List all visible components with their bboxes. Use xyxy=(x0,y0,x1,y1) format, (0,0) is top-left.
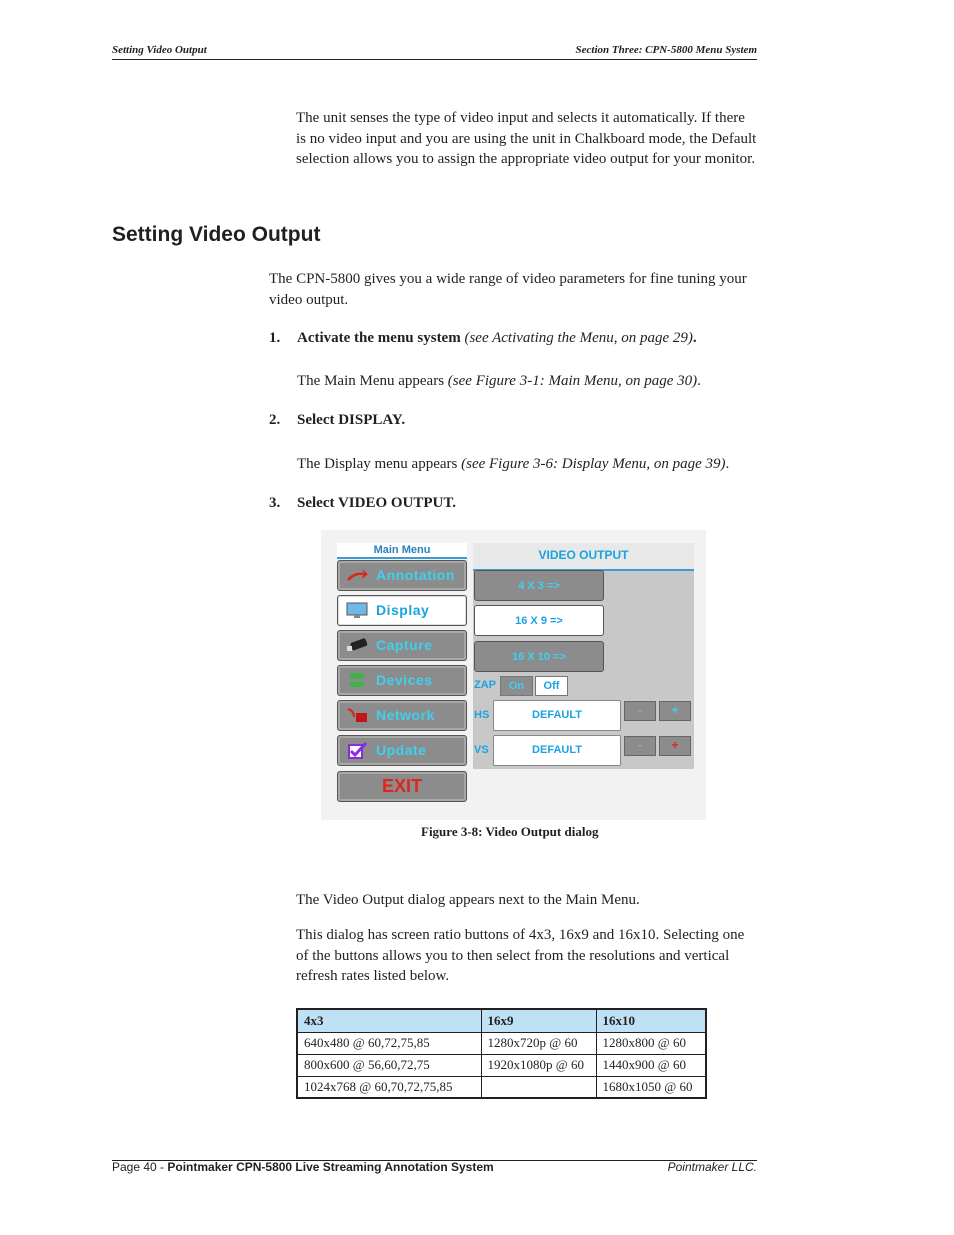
step-3-number: 3. xyxy=(269,495,281,511)
footer-left xyxy=(112,1160,494,1174)
step-1 xyxy=(297,330,697,347)
table-cell: 1280x800 @ 60 xyxy=(596,1032,706,1054)
arrow-icon xyxy=(346,567,368,584)
step-1-ref: (see Activating the Menu, on page 29) xyxy=(464,330,693,346)
monitor-icon xyxy=(346,602,368,619)
devices-icon xyxy=(346,672,368,689)
paragraph-ratio-buttons: This dialog has screen ratio buttons of 4x3, 16x9 and 16x10. Selecting one of the buttons allows you to then select from the resolutions and vertical refresh rates listed below. xyxy=(296,927,745,984)
table-header-cell: 16x9 xyxy=(481,1009,596,1032)
vs-value-field[interactable]: DEFAULT xyxy=(493,735,621,766)
ratio-16x9-button[interactable]: 16 X 9 => xyxy=(474,605,604,636)
vs-plus-button[interactable]: + xyxy=(659,736,691,756)
table-cell: 1680x1050 @ 60 xyxy=(596,1076,706,1098)
table-row xyxy=(297,1054,706,1076)
video-output-figure xyxy=(321,530,706,820)
menu-exit-button[interactable]: EXIT xyxy=(337,771,467,802)
step-2-text: Select DISPLAY. xyxy=(297,412,406,428)
hs-label: HS xyxy=(474,709,490,721)
table-row xyxy=(297,1032,706,1054)
menu-update-button[interactable]: Update xyxy=(337,735,467,766)
table-header-cell: 16x10 xyxy=(596,1009,706,1032)
header-rule xyxy=(112,59,757,60)
zap-on-toggle[interactable]: On xyxy=(500,676,533,696)
table-cell xyxy=(481,1076,596,1098)
zap-label: ZAP xyxy=(474,679,496,691)
usb-stick-icon xyxy=(346,637,368,654)
menu-devices-button[interactable]: Devices xyxy=(337,665,467,696)
network-icon xyxy=(346,707,368,724)
menu-display-button[interactable]: Display xyxy=(337,595,467,626)
video-output-title: VIDEO OUTPUT xyxy=(473,543,694,571)
step-1-text: Activate the menu system xyxy=(297,330,461,346)
table-cell: 800x600 @ 56,60,72,75 xyxy=(297,1054,481,1076)
zap-off-toggle[interactable]: Off xyxy=(535,676,568,696)
ratio-4x3-button[interactable]: 4 X 3 => xyxy=(474,570,604,601)
step-2-note: The Display menu appears (see Figure 3-6: Display Menu, on page 39). xyxy=(297,456,730,472)
table-row xyxy=(297,1076,706,1098)
step-2-note-ref: (see Figure 3-6: Display Menu, on page 39) xyxy=(461,456,726,472)
footer-product: Pointmaker CPN-5800 Live Streaming Annotation System xyxy=(167,1160,494,1174)
footer-page: Page 40 - xyxy=(112,1160,168,1174)
vs-label: VS xyxy=(474,744,489,756)
table-cell: 1440x900 @ 60 xyxy=(596,1054,706,1076)
step-1-end: . xyxy=(692,330,697,346)
table-cell: 1280x720p @ 60 xyxy=(481,1032,596,1054)
running-header-right: Section Three: CPN-5800 Menu System xyxy=(575,44,757,56)
table-header-cell: 4x3 xyxy=(297,1009,481,1032)
hs-value-field[interactable]: DEFAULT xyxy=(493,700,621,731)
table-cell: 1920x1080p @ 60 xyxy=(481,1054,596,1076)
running-header-left: Setting Video Output xyxy=(112,44,207,56)
resolution-table xyxy=(296,1008,707,1099)
hs-minus-button[interactable]: - xyxy=(624,701,656,721)
step-2-number: 2. xyxy=(269,412,281,428)
table-header-row xyxy=(297,1009,706,1032)
vs-minus-button[interactable]: - xyxy=(624,736,656,756)
step-1-note-ref: (see Figure 3-1: Main Menu, on page 30) xyxy=(447,373,698,389)
intro-paragraph: The unit senses the type of video input and selects it automatically. If there is no video input and you are using the unit in Chalkboard mode, the Default selection allows you to assign the appropriate video output for your monitor. xyxy=(296,110,757,167)
menu-annotation-button[interactable]: Annotation xyxy=(337,560,467,591)
step-3-text: Select VIDEO OUTPUT. xyxy=(297,495,457,511)
menu-capture-button[interactable]: Capture xyxy=(337,630,467,661)
step-1-note: The Main Menu appears (see Figure 3-1: Main Menu, on page 30). xyxy=(297,373,701,389)
video-output-panel xyxy=(473,543,694,769)
section-title: Setting Video Output xyxy=(112,223,321,246)
figure-caption: Figure 3-8: Video Output dialog xyxy=(421,824,599,839)
footer-company: Pointmaker LLC. xyxy=(667,1160,757,1174)
checkbox-icon xyxy=(346,742,368,759)
section-lead: The CPN-5800 gives you a wide range of video parameters for fine tuning your video output. xyxy=(269,271,747,308)
paragraph-dialog-appears: The Video Output dialog appears next to the Main Menu. xyxy=(296,892,640,908)
hs-plus-button[interactable]: + xyxy=(659,701,691,721)
main-menu-title: Main Menu xyxy=(337,543,467,559)
menu-network-button[interactable]: Network xyxy=(337,700,467,731)
table-cell: 1024x768 @ 60,70,72,75,85 xyxy=(297,1076,481,1098)
ratio-16x10-button[interactable]: 16 X 10 => xyxy=(474,641,604,672)
table-cell: 640x480 @ 60,72,75,85 xyxy=(297,1032,481,1054)
step-1-number: 1. xyxy=(269,330,281,346)
